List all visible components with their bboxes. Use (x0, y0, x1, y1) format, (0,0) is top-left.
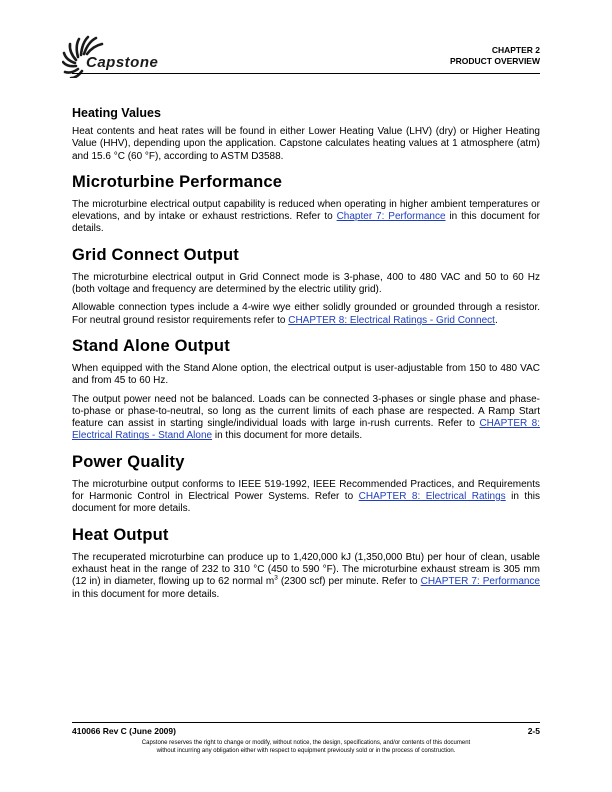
header-divider (72, 73, 540, 74)
paragraph (72, 552, 540, 601)
text-run: . (494, 314, 498, 326)
section-grid-connect-output (72, 246, 540, 327)
page-number: 2-5 (527, 726, 540, 736)
paragraph: Heat contents and heat rates will be found in either Lower Heating Value (LHV) (dry) or Higher Heating Value (HHV), depending upon the application. Capstone calculates heating values at 1 atmosphere (atm) and 15.6 °C (60 °F), according to ASTM D3588. (72, 126, 540, 162)
section-heat-output (72, 526, 540, 601)
text-run: The recuperated microturbine can produce up to 1,420,000 kJ (1,350,000 Btu) per hour of clean, usable exhaust heat in the range of 232 to 310 °C (450 to 590 °F). The microturbine exhaust stream is 305 mm (12 in) in diameter, flowing up to 62 normal m (72, 551, 540, 588)
text-run: Allowable connection types include a 4-wire wye either solidly grounded or grounded through a resistor. For neutral ground resistor requirements refer to (72, 302, 540, 326)
disclaimer-line: Capstone reserves the right to change or modify, without notice, the design, specifications, and/or contents of this document (141, 740, 471, 746)
paragraph: The microturbine electrical output in Grid Connect mode is 3-phase, 400 to 480 VAC and 50 to 60 Hz (both voltage and frequency are determined by the electric utility grid). (72, 271, 540, 296)
text-run: (2300 scf) per minute. Refer to (277, 576, 421, 588)
document-id: 410066 Rev C (June 2009) (72, 726, 176, 736)
section-microturbine-performance (72, 173, 540, 236)
text-run: in this document for more details. (212, 430, 363, 442)
text-run: The microturbine electrical output capability is reduced when operating in higher ambient temperatures or elevations, and by intake or exhaust restrictions. Refer to (72, 198, 540, 223)
section-title: Power Quality (72, 452, 185, 471)
page-header (72, 30, 540, 76)
footer-disclaimer (72, 739, 540, 755)
section-heating-values (72, 106, 540, 163)
text-run: in this document for more details. (72, 491, 540, 515)
section-title: Heat Output (72, 525, 169, 544)
link-chapter-8-stand-alone[interactable]: CHAPTER 8: Electrical Ratings - Stand Alone (72, 418, 540, 442)
chapter-number: CHAPTER 2 (491, 45, 540, 55)
section-title: Stand Alone Output (72, 336, 230, 355)
link-chapter-8-grid-connect[interactable]: CHAPTER 8: Electrical Ratings - Grid Connect (288, 314, 495, 326)
disclaimer-line: without incurring any obligation either with respect to equipment previously sold or in the process of construction. (156, 748, 456, 754)
capstone-logo (62, 34, 172, 78)
text-run: in this document for more details. (72, 588, 220, 600)
paragraph (72, 302, 540, 327)
link-chapter-7-performance-heat[interactable]: CHAPTER 7: Performance (420, 576, 540, 588)
text-run: The microturbine output conforms to IEEE 519-1992, IEEE Recommended Practices, and Requirements for Harmonic Control in Electrical Power Systems. Refer to (72, 478, 540, 503)
paragraph (72, 479, 540, 516)
link-chapter-7-performance[interactable]: Chapter 7: Performance (336, 211, 446, 223)
section-stand-alone-output (72, 337, 540, 443)
footer-divider (72, 722, 540, 723)
paragraph: When equipped with the Stand Alone option, the electrical output is user-adjustable from 150 to 480 VAC and from 45 to 60 Hz. (72, 362, 540, 387)
section-title: Heating Values (72, 106, 161, 120)
chapter-title: PRODUCT OVERVIEW (449, 56, 540, 66)
superscript: 3 (274, 574, 278, 582)
chapter-heading (450, 45, 540, 67)
paragraph (72, 394, 540, 443)
link-chapter-8-electrical-ratings[interactable]: CHAPTER 8: Electrical Ratings (358, 491, 506, 503)
paragraph (72, 199, 540, 236)
text-run: The output power need not be balanced. Loads can be connected 3-phases or single phase and phase-to-phase or phase-to-neutral, so long as the current limits of each phase are respected. A Ramp Start feature can assist in starting single/individual loads with large in-rush currents. Refer to (72, 393, 540, 430)
page-content (72, 106, 540, 611)
section-title: Microturbine Performance (72, 172, 283, 191)
section-title: Grid Connect Output (72, 245, 239, 264)
text-run: in this document for details. (72, 211, 541, 235)
section-power-quality (72, 453, 540, 516)
logo-wordmark: Capstone (86, 54, 159, 71)
